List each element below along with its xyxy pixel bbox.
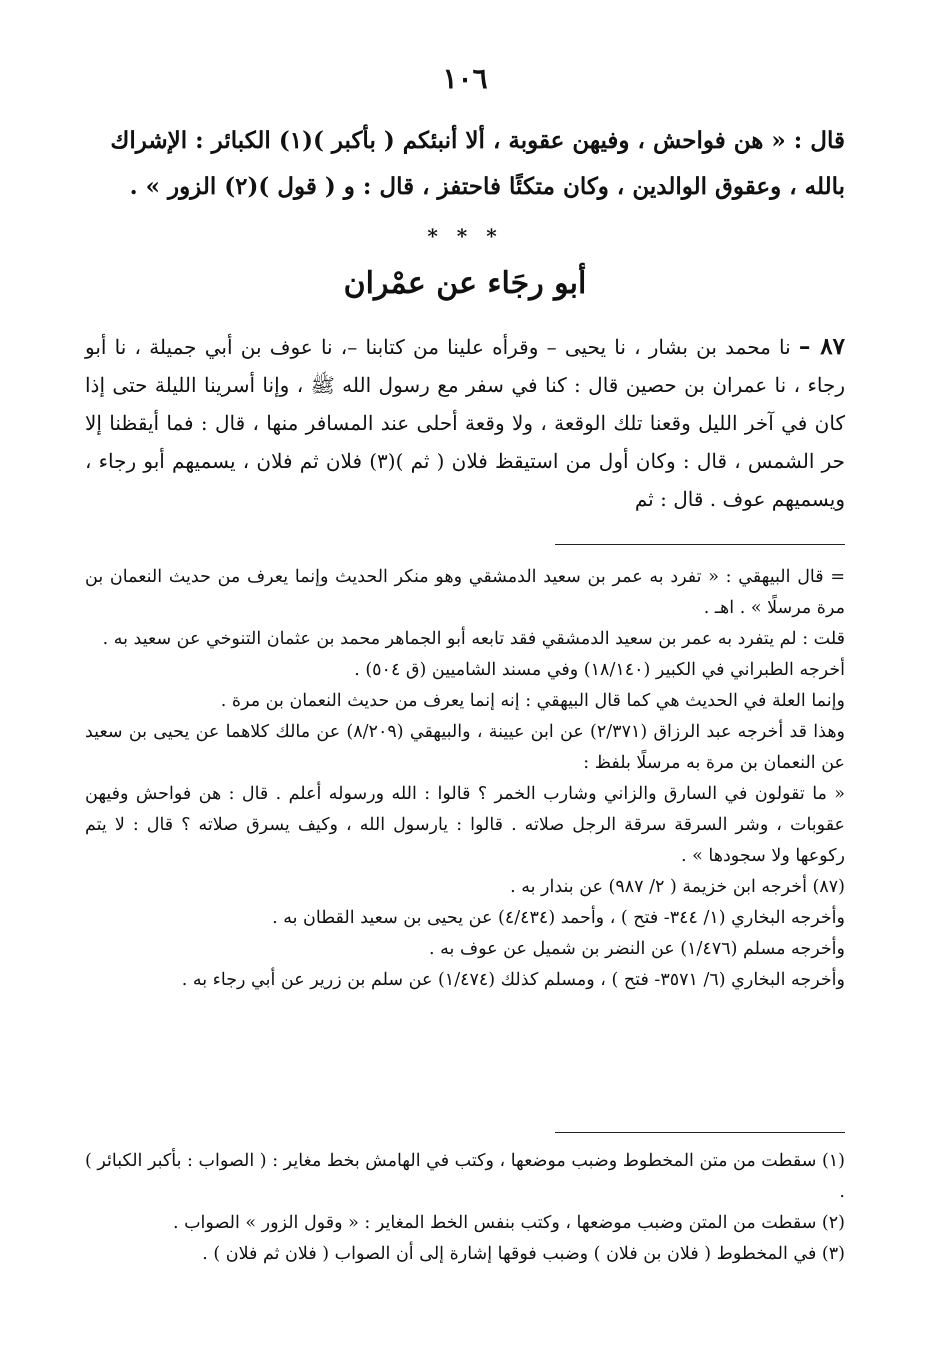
notes-divider <box>555 544 845 545</box>
note-paragraph: « ما تقولون في السارق والزاني وشارب الخمر ؟ قالوا : الله ورسوله أعلم . قال : هن فواحش وفيهن عقوبات ، وشر السرقة سرقة الرجل صلاته . قالوا : يارسول الله ، وكيف يسرق صلاته ؟ قال : لا يتم ركوعها ولا سجودها » . <box>85 784 845 866</box>
note-paragraph: وأخرجه البخاري (٦/ ٣٥٧١- فتح ) ، ومسلم كذلك (١/٤٧٤) عن سلم بن زرير عن أبي رجاء به . <box>181 970 845 990</box>
hadith-86-ending <box>85 118 845 210</box>
note-paragraph: قلت : لم يتفرد به عمر بن سعيد الدمشقي فقد تابعه أبو الجماهر محمد بن عثمان التنوخي عن سعيد به . <box>102 629 845 649</box>
hadith-text: نا محمد بن بشار ، نا يحيى – وقرأه علينا من كتابنا –، نا عوف بن أبي جميلة ، نا أبو رجاء ، نا عمران بن حصين قال : كنا في سفر مع رسول الله ﷺ ، وإنا أسرينا الليلة حتى إذا كان في آخر الليل وقعنا تلك الوقعة ، ولا وقعة أحلى عند المسافر منها ، قال : فما أيقظنا إلا حر الشمس ، قال : وكان أول من استيقظ فلان ( ثم )(٣) فلان ثم فلان ، يسميهم أبو رجاء ، ويسميهم عوف . قال : ثم <box>85 335 846 511</box>
page-number: ١٠٦ <box>442 62 488 95</box>
footnote-2: (٢) سقطت من المتن وضبب موضعها ، وكتب بنفس الخط المغاير : « وقول الزور » الصواب . <box>172 1213 845 1233</box>
footnotes-divider <box>555 1132 845 1133</box>
hadith-87 <box>85 328 845 518</box>
note-paragraph: أخرجه الطبراني في الكبير (١٨/١٤٠) وفي مسند الشاميين (ق ٥٠٤) . <box>354 660 845 680</box>
section-separator: * * * <box>427 224 503 248</box>
footnote-3: (٣) في المخطوط ( فلان بن فلان ) وضبب فوقها إشارة إلى أن الصواب ( فلان ثم فلان ) . <box>202 1244 845 1264</box>
hadith-number: ٨٧ – <box>798 333 846 360</box>
hadith-86-line-1: قال : « هن فواحش ، وفيهن عقوبة ، ألا أنبئكم ( بأكبر )(١) الكبائر : الإشراك <box>110 127 845 154</box>
footnotes <box>85 1146 845 1270</box>
note-paragraph: وإنما العلة في الحديث هي كما قال البيهقي : إنه إنما يعرف من حديث النعمان بن مرة . <box>220 691 845 711</box>
note-paragraph: وأخرجه مسلم (١/٤٧٦) عن النضر بن شميل عن عوف به . <box>429 939 845 959</box>
note-paragraph: وأخرجه البخاري (١/ ٣٤٤- فتح ) ، وأحمد (٤/٤٣٤) عن يحيى بن سعيد القطان به . <box>272 908 845 928</box>
section-title: أبو رجَاء عن عمْران <box>343 266 587 301</box>
book-page <box>85 0 845 1360</box>
note-paragraph: (٨٧) أخرجه ابن خزيمة ( ٢/ ٩٨٧) عن بندار به . <box>510 877 845 897</box>
note-paragraph: = قال البيهقي : « تفرد به عمر بن سعيد الدمشقي وهو منكر الحديث وإنما يعرف من حديث النعمان بن مرة مرسلًا » . اهـ . <box>85 567 845 618</box>
hadith-86-line-2: بالله ، وعقوق الوالدين ، وكان متكئًا فاحتفز ، قال : و ( قول )(٢) الزور » . <box>129 173 845 200</box>
commentary-notes <box>85 562 845 996</box>
note-paragraph: وهذا قد أخرجه عبد الرزاق (٢/٣٧١) عن ابن عيينة ، والبيهقي (٨/٢٠٩) عن مالك كلاهما عن يحيى بن سعيد عن النعمان بن مرة به مرسلًا بلفظ : <box>85 722 845 773</box>
footnote-1: (١) سقطت من متن المخطوط وضبب موضعها ، وكتب في الهامش بخط مغاير : ( الصواب : بأكبر الكبائر ) . <box>85 1151 845 1202</box>
